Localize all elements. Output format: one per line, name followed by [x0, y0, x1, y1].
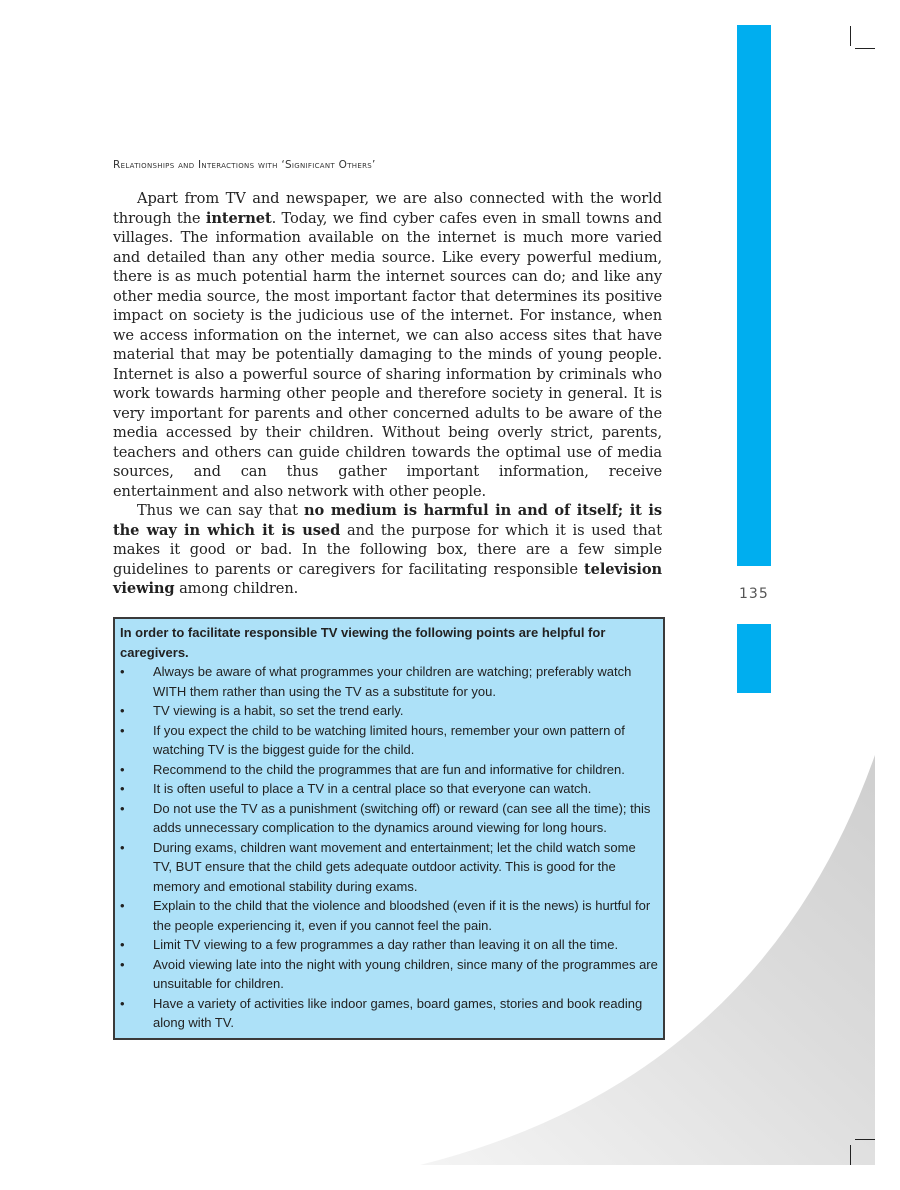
guidelines-box [113, 617, 665, 1040]
paragraph-text: among children. [174, 580, 299, 597]
list-item [120, 760, 658, 780]
list-item [120, 779, 658, 799]
list-item [120, 935, 658, 955]
list-item [120, 701, 658, 721]
bold-term-television-viewing: television viewing [113, 560, 662, 597]
list-item [120, 838, 658, 897]
guidelines-list [120, 662, 658, 1033]
sidebar-accent-bar-bottom [737, 624, 771, 693]
bullet-icon: • [120, 761, 125, 777]
crop-mark-bottom-horizontal [855, 1139, 875, 1140]
bullet-icon: • [120, 956, 125, 972]
list-item-text: Limit TV viewing to a few programmes a day rather than leaving it on all the time. [153, 937, 619, 952]
list-item-text: Avoid viewing late into the night with young children, since many of the programmes are unsuitable for children. [153, 956, 658, 991]
bullet-icon: • [120, 937, 125, 952]
bullet-icon: • [120, 800, 125, 816]
list-item [120, 721, 658, 760]
list-item-text: TV viewing is a habit, so set the trend early. [153, 703, 404, 718]
bold-phrase-no-medium-harmful: no medium is harmful in and of itself; it is the way in which it is used [113, 502, 662, 539]
list-item-text: During exams, children want movement and entertainment; let the child watch some TV, BUT ensure that the child gets adequate outdoor activity. This is good for the memory and emotional stability during exams. [153, 839, 636, 894]
running-header: Relationships and Interactions with ‘Significant Others’ [113, 159, 376, 171]
bullet-icon: • [120, 664, 125, 679]
crop-mark-top-horizontal [855, 48, 875, 49]
page-number: 135 [739, 586, 769, 602]
paragraph-text: and the purpose for which it is used that makes it good or bad. In the following box, there are a few simple guidelines to parents or caregivers for facilitating responsible [113, 521, 662, 578]
sidebar-accent-bar-top [737, 25, 771, 566]
list-item-text: Recommend to the child the programmes that are fun and informative for children. [153, 761, 625, 777]
bullet-icon: • [120, 722, 125, 738]
bullet-icon: • [120, 703, 125, 718]
list-item-text: It is often useful to place a TV in a central place so that everyone can watch. [153, 781, 592, 796]
bullet-icon: • [120, 898, 125, 913]
bullet-icon: • [120, 995, 125, 1011]
paragraph-conclusion [113, 501, 662, 599]
list-item [120, 799, 658, 838]
paragraph-text: Apart from TV and newspaper, we are also connected with the world through the [113, 190, 662, 227]
list-item-text: Have a variety of activities like indoor games, board games, stories and book reading along with TV. [153, 995, 643, 1030]
list-item [120, 955, 658, 994]
list-item [120, 994, 658, 1033]
paragraph-text: . Today, we find cyber cafes even in small towns and villages. The information available on the internet is much more varied and detailed than any other media source. Like every powerful medium, there is as much potential harm the internet sources can do; and like any other media source, the most important factor that determines its positive impact on society is the judicious use of the internet. For instance, when we access information on the internet, we can also access sites that have material that may be potentially damaging to the minds of young people. Internet is also a powerful source of sharing information by criminals who work towards harming other people and therefore society in general. It is very important for parents and other concerned adults to be aware of the media accessed by their children. Without being overly strict, parents, teachers and others can guide children towards the optimal use of media sources, and can thus gather important information, receive entertainment and also network with other people. [113, 209, 663, 500]
paragraph-text: Thus we can say that [137, 502, 305, 519]
bullet-icon: • [120, 839, 125, 855]
main-text [113, 189, 662, 599]
list-item-text: Explain to the child that the violence and bloodshed (even if it is the news) is hurtful for the people experiencing it, even if you cannot feel the pain. [153, 898, 651, 933]
crop-mark-top-vertical [850, 26, 851, 46]
guidelines-heading: In order to facilitate responsible TV viewing the following points are helpful for caregivers. [120, 625, 606, 660]
list-item-text: If you expect the child to be watching limited hours, remember your own pattern of watching TV is the biggest guide for the child. [153, 722, 625, 757]
list-item-text: Always be aware of what programmes your children are watching; preferably watch WITH them rather than using the TV as a substitute for you. [153, 664, 632, 699]
list-item [120, 896, 658, 935]
crop-mark-bottom-vertical [850, 1145, 851, 1165]
bold-term-internet: internet [205, 209, 272, 227]
paragraph-internet [113, 189, 662, 501]
list-item [120, 662, 658, 701]
list-item-text: Do not use the TV as a punishment (switching off) or reward (can see all the time); this adds unnecessary complication to the dynamics around viewing for long hours. [153, 800, 651, 835]
bullet-icon: • [120, 781, 125, 796]
